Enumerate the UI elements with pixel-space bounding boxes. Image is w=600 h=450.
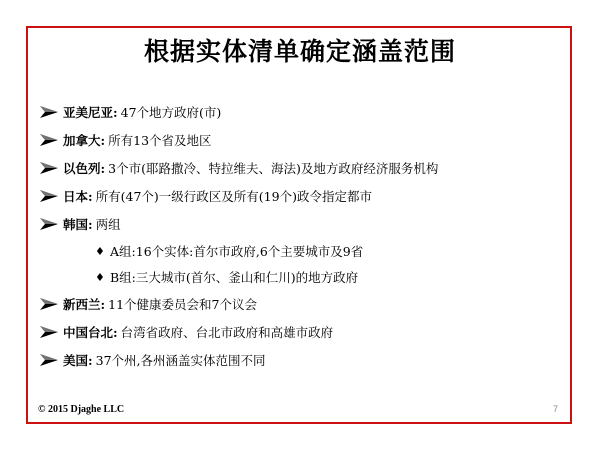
page-number: 7 (553, 404, 559, 414)
item-text: 3个市(耶路撒冷、特拉维夫、海法)及地方政府经济服务机构 (108, 161, 439, 176)
item-label: 日本: (63, 189, 93, 204)
arrow-bullet-icon (39, 189, 61, 203)
item-label: 韩国: (63, 217, 93, 232)
sub-item-text: A组:16个实体:首尔市政府,6个主要城市及9省 (110, 244, 364, 259)
sub-item-text: B组:三大城市(首尔、釜山和仁川)的地方政府 (110, 270, 359, 285)
list-item (39, 126, 564, 154)
item-text: 47个地方政府(市) (120, 105, 222, 120)
diamond-bullet-icon: ♦ (95, 270, 105, 284)
arrow-bullet-icon (39, 217, 61, 231)
item-label: 美国: (63, 353, 93, 368)
item-text: 11个健康委员会和7个议会 (108, 297, 257, 312)
item-label: 加拿大: (63, 133, 106, 148)
arrow-bullet-icon (39, 161, 61, 175)
item-text: 台湾省政府、台北市政府和高雄市政府 (120, 325, 334, 340)
list-item (39, 182, 564, 210)
list-item (39, 346, 564, 374)
slide-title: 根据实体清单确定涵盖范围 (143, 37, 456, 66)
bullet-list (39, 98, 564, 374)
arrow-bullet-icon (39, 133, 61, 147)
arrow-bullet-icon (39, 105, 61, 119)
diamond-bullet-icon: ♦ (95, 244, 105, 258)
item-label: 亚美尼亚: (63, 105, 118, 120)
list-item (39, 210, 564, 238)
list-item (39, 318, 564, 346)
list-item (39, 154, 564, 182)
item-text: 所有(47个)一级行政区及所有(19个)政令指定都市 (95, 189, 372, 204)
item-text: 37个州,各州涵盖实体范围不同 (95, 353, 266, 368)
sub-list-item (39, 238, 564, 264)
item-text: 所有13个省及地区 (108, 133, 212, 148)
list-item (39, 98, 564, 126)
copyright-footer: © 2015 Djaghe LLC (38, 404, 125, 415)
item-label: 新西兰: (63, 297, 106, 312)
sub-list-item (39, 264, 564, 290)
item-label: 中国台北: (63, 325, 118, 340)
item-label: 以色列: (63, 161, 106, 176)
arrow-bullet-icon (39, 353, 61, 367)
item-text: 两组 (95, 217, 121, 232)
arrow-bullet-icon (39, 325, 61, 339)
arrow-bullet-icon (39, 297, 61, 311)
list-item (39, 290, 564, 318)
